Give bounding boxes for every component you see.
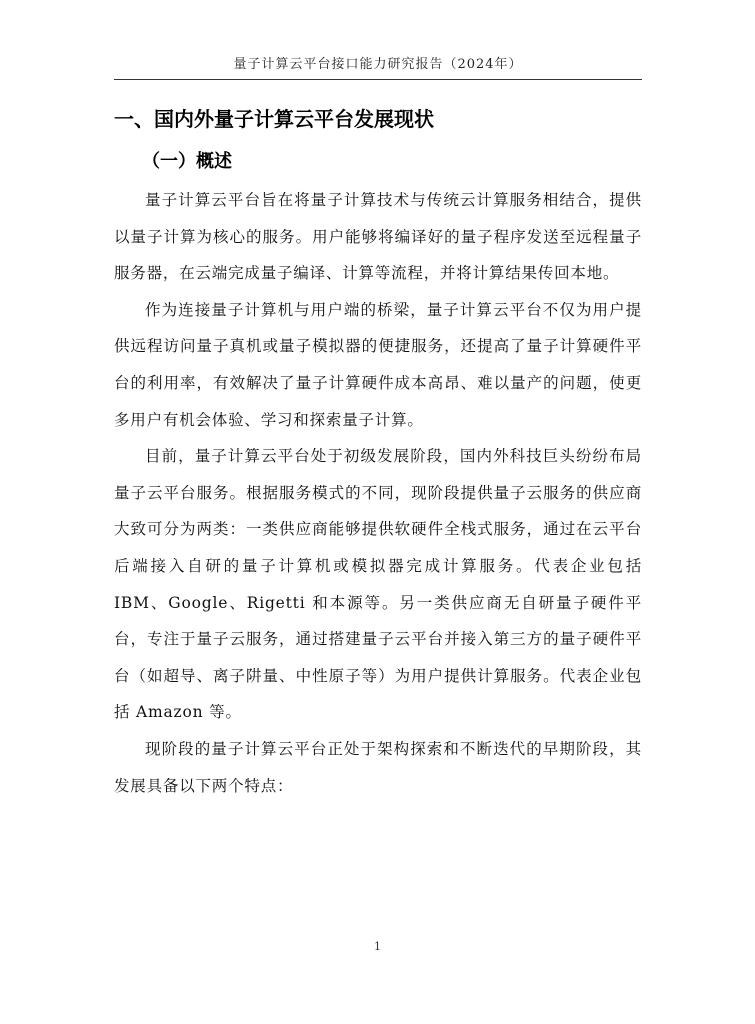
paragraph-overview-definition: 量子计算云平台旨在将量子计算技术与传统云计算服务相结合，提供以量子计算为核心的服务。用户能够将编译好的量子程序发送至远程量子服务器，在云端完成量子编译、计算等流程，并将计算结果传回本地。 — [114, 191, 642, 283]
subsection-heading: （一）概述 — [142, 151, 232, 172]
header-divider — [114, 79, 642, 80]
paragraph-current-stage: 目前，量子计算云平台处于初级发展阶段，国内外科技巨头纷纷布局量子云平台服务。根据服务模式的不同，现阶段提供量子云服务的供应商大致可分为两类：一类供应商能够提供软硬件全栈式服务，通过在云平台后端接入自研的量子计算机或模拟器完成计算服务。代表企业包括 IBM、Google、Rigetti 和本源等。另一类供应商无自研量子硬件平台，专注于量子云服务，通过搭建量子云平台并接入第三方的量子硬件平台（如超导、离子阱量、中性原子等）为用户提供计算服务。代表企业包括 Amazon 等。 — [114, 447, 642, 722]
page-number: 1 — [374, 940, 381, 953]
section-heading: 一、国内外量子计算云平台发展现状 — [114, 107, 434, 131]
paragraph-characteristics-intro: 现阶段的量子计算云平台正处于架构探索和不断迭代的早期阶段，其发展具备以下两个特点： — [114, 739, 642, 795]
running-header: 量子计算云平台接口能力研究报告（2024年） — [233, 57, 523, 72]
body-text — [114, 182, 642, 804]
paragraph-bridge-role: 作为连接量子计算机与用户端的桥梁，量子计算云平台不仅为用户提供远程访问量子真机或量子模拟器的便捷服务，还提高了量子计算硬件平台的利用率，有效解决了量子计算硬件成本高昂、难以量产的问题，使更多用户有机会体验、学习和探索量子计算。 — [114, 300, 642, 429]
